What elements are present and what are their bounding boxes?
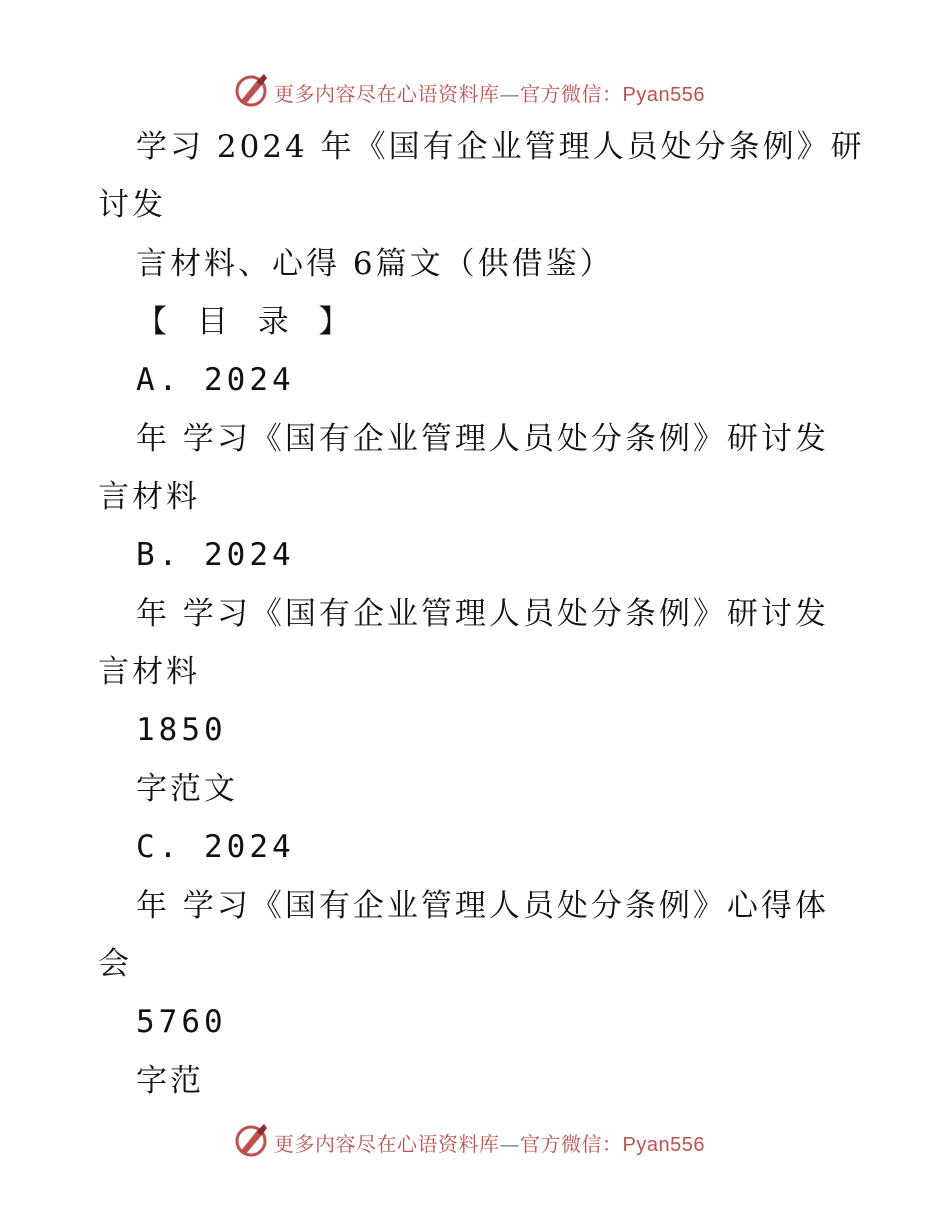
toc-item-a-label: A. 2024 <box>136 362 295 398</box>
banner-wechat-id: Pyan556 <box>622 1134 705 1156</box>
toc-item-a-line1: 年 学习《国有企业管理人员处分条例》研讨发 <box>136 421 829 457</box>
banner-dash: — <box>499 1132 520 1156</box>
toc-item-b-line1: 年 学习《国有企业管理人员处分条例》研讨发 <box>136 596 829 632</box>
toc-item-b-count: 1850 <box>136 712 227 748</box>
banner-text <box>274 1128 705 1157</box>
banner-wechat-label: 官方微信： <box>520 82 623 106</box>
toc-item-b-line2: 言材料 <box>98 654 200 690</box>
toc-item-b-label: B. 2024 <box>136 537 295 573</box>
banner-dash: — <box>499 82 520 106</box>
toc-item-c-label: C. 2024 <box>136 829 295 865</box>
banner-wechat-id: Pyan556 <box>622 84 705 106</box>
title-line-3: 言材料、心得 6篇文（供借鉴） <box>136 246 614 282</box>
banner-library-text: 更多内容尽在心语资料库 <box>274 1132 500 1156</box>
pen-logo-icon <box>234 1122 270 1158</box>
toc-item-c-line1: 年 学习《国有企业管理人员处分条例》心得体 <box>136 888 829 924</box>
banner-wechat-label: 官方微信： <box>520 1132 623 1156</box>
footer-banner <box>0 1120 950 1160</box>
title-line-1: 学习 2024 年《国有企业管理人员处分条例》研 <box>136 129 865 165</box>
toc-item-c-count: 5760 <box>136 1004 227 1040</box>
header-banner <box>0 70 950 110</box>
toc-heading: 【 目 录 】 <box>136 304 360 340</box>
toc-item-c-line2: 会 <box>98 946 132 982</box>
toc-item-b-count-suffix: 字范文 <box>136 771 238 807</box>
toc-item-a-line2: 言材料 <box>98 479 200 515</box>
banner-library-text: 更多内容尽在心语资料库 <box>274 82 500 106</box>
banner-text <box>274 78 705 107</box>
title-line-2: 讨发 <box>98 187 166 223</box>
toc-item-c-count-suffix: 字范 <box>136 1063 204 1099</box>
pen-logo-icon <box>234 72 270 108</box>
